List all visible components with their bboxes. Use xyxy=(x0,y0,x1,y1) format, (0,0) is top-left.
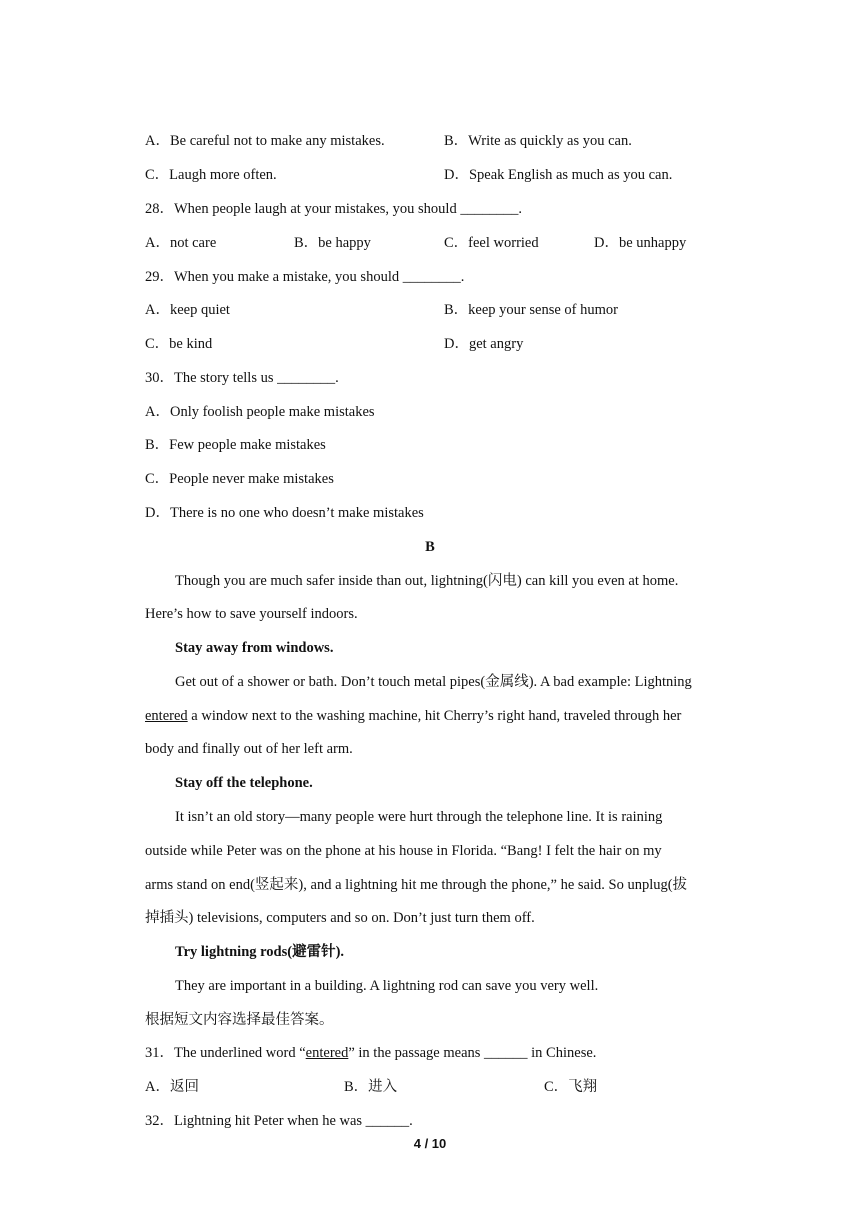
paragraph-3-line-1: They are important in a building. A lightning rod can save you very well. xyxy=(175,978,599,994)
q28-question: 28．When people laugh at your mistakes, you should ________. xyxy=(145,201,522,217)
subheading-lightning-rods: Try lightning rods(避雷针). xyxy=(175,944,345,960)
section-b-heading: B xyxy=(425,539,435,555)
q31-option-c: C．飞翔 xyxy=(544,1079,598,1095)
q30-option-d: D．There is no one who doesn’t make mistakes xyxy=(145,505,424,521)
q31-underlined-word: entered xyxy=(305,1045,349,1061)
paragraph-1-line-1: Get out of a shower or bath. Don’t touch metal pipes(金属线). A bad example: Lightning xyxy=(175,674,692,690)
subheading-telephone: Stay off the telephone. xyxy=(175,775,313,791)
q28-option-a: A．not care xyxy=(145,235,217,251)
paragraph-2-line-4: 掉插头) televisions, computers and so on. Don’t just turn them off. xyxy=(145,910,535,926)
paragraph-1-line-2 xyxy=(145,707,681,725)
q28-option-b: B．be happy xyxy=(294,235,371,251)
q31-option-b: B．进入 xyxy=(344,1079,398,1095)
q32-question: 32．Lightning hit Peter when he was ______. xyxy=(145,1113,413,1129)
paragraph-2-line-1: It isn’t an old story—many people were hurt through the telephone line. It is raining xyxy=(175,809,663,825)
paragraph-2-line-3: arms stand on end(竖起来), and a lightning hit me through the phone,” he said. So unplug(拔 xyxy=(145,877,688,893)
q29-option-c: C．be kind xyxy=(145,336,213,352)
intro-line-1: Though you are much safer inside than out, lightning(闪电) can kill you even at home. xyxy=(175,573,679,589)
instruction-text: 根据短文内容选择最佳答案。 xyxy=(145,1012,334,1028)
q30-option-c: C．People never make mistakes xyxy=(145,471,334,487)
paragraph-2-line-2: outside while Peter was on the phone at his house in Florida. “Bang! I felt the hair on my xyxy=(145,843,662,859)
q28-option-d: D．be unhappy xyxy=(594,235,687,251)
q30-question: 30．The story tells us ________. xyxy=(145,370,339,386)
q29-option-d: D．get angry xyxy=(444,336,524,352)
q31-prefix: 31．The underlined word “ xyxy=(145,1045,306,1061)
page-number: 4 / 10 xyxy=(413,1136,447,1151)
q29-option-a: A．keep quiet xyxy=(145,302,230,318)
q28-option-c: C．feel worried xyxy=(444,235,539,251)
q27-option-a: A．Be careful not to make any mistakes. xyxy=(145,133,385,149)
q29-question: 29．When you make a mistake, you should ________. xyxy=(145,269,465,285)
q31-option-a: A．返回 xyxy=(145,1079,199,1095)
paragraph-1-line-2-rest: a window next to the washing machine, hit Cherry’s right hand, traveled through her xyxy=(187,708,682,724)
q27-option-d: D．Speak English as much as you can. xyxy=(444,167,673,183)
q31-question xyxy=(145,1044,596,1062)
paragraph-1-line-3: body and finally out of her left arm. xyxy=(145,741,353,757)
subheading-windows: Stay away from windows. xyxy=(175,640,334,656)
q30-option-a: A．Only foolish people make mistakes xyxy=(145,404,375,420)
intro-line-2: Here’s how to save yourself indoors. xyxy=(145,606,358,622)
underlined-word-entered: entered xyxy=(145,708,188,724)
q30-option-b: B．Few people make mistakes xyxy=(145,437,326,453)
q31-suffix: ” in the passage means ______ in Chinese. xyxy=(348,1045,597,1061)
q29-option-b: B．keep your sense of humor xyxy=(444,302,618,318)
q27-option-c: C．Laugh more often. xyxy=(145,167,277,183)
q27-option-b: B．Write as quickly as you can. xyxy=(444,133,632,149)
